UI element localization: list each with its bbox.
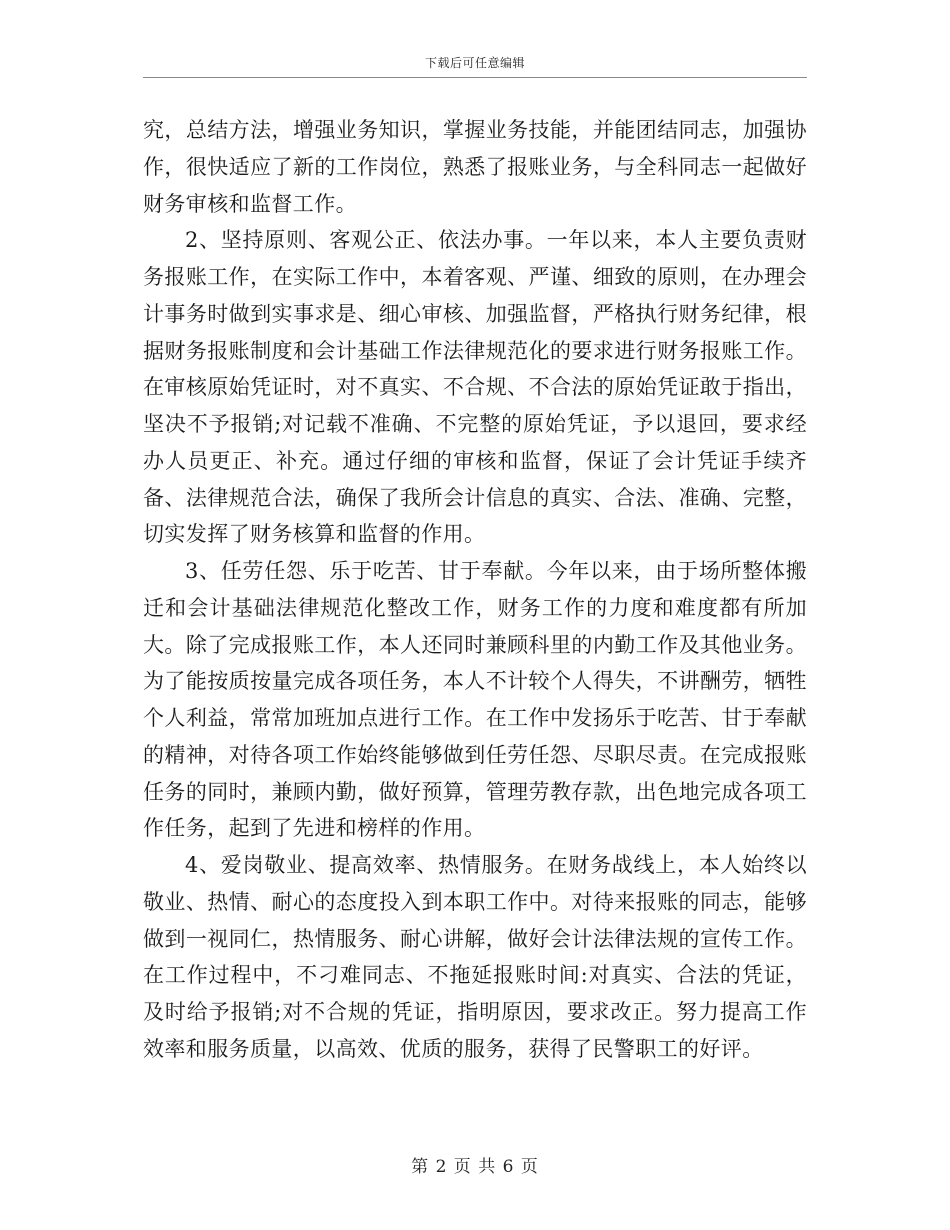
page-number-footer: 第 2 页 共 6 页 — [411, 1157, 539, 1177]
header-divider — [143, 77, 807, 78]
paragraph-item-3: 3、任劳任怨、乐于吃苦、甘于奉献。今年以来，由于场所整体搬迁和会计基础法律规范化整改工作，财务工作的力度和难度都有所加大。除了完成报账工作，本人还同时兼顾科里的内勤工作及其他业务。为了能按质按量完成各项任务，本人不计较个人得失，不讲酬劳，牺牲个人利益，常常加班加点进行工作。在工作中发扬乐于吃苦、甘于奉献的精神，对待各项工作始终能够做到任劳任怨、尽职尽责。在完成报账任务的同时，兼顾内勤，做好预算，管理劳教存款，出色地完成各项工作任务，起到了先进和榜样的作用。 — [143, 559, 807, 841]
document-body — [143, 112, 807, 1068]
paragraph-continuation: 究，总结方法，增强业务知识，掌握业务技能，并能团结同志，加强协作，很快适应了新的工作岗位，熟悉了报账业务，与全科同志一起做好财务审核和监督工作。 — [143, 118, 807, 216]
paragraph-item-4: 4、爱岗敬业、提高效率、热情服务。在财务战线上，本人始终以敬业、热情、耐心的态度投入到本职工作中。对待来报账的同志，能够做到一视同仁，热情服务、耐心讲解，做好会计法律法规的宣传工作。在工作过程中，不刁难同志、不拖延报账时间:对真实、合法的凭证，及时给予报销;对不合规的凭证，指明原因，要求改正。努力提高工作效率和服务质量，以高效、优质的服务，获得了民警职工的好评。 — [143, 853, 807, 1061]
paragraph-item-2: 2、坚持原则、客观公正、依法办事。一年以来，本人主要负责财务报账工作，在实际工作中，本着客观、严谨、细致的原则，在办理会计事务时做到实事求是、细心审核、加强监督，严格执行财务纪律，根据财务报账制度和会计基础工作法律规范化的要求进行财务报账工作。在审核原始凭证时，对不真实、不合规、不合法的原始凭证敢于指出，坚决不予报销;对记载不准确、不完整的原始凭证，予以退回，要求经办人员更正、补充。通过仔细的审核和监督，保证了会计凭证手续齐备、法律规范合法，确保了我所会计信息的真实、合法、准确、完整，切实发挥了财务核算和监督的作用。 — [143, 228, 807, 547]
page-header: 下载后可任意编辑 — [424, 56, 525, 70]
